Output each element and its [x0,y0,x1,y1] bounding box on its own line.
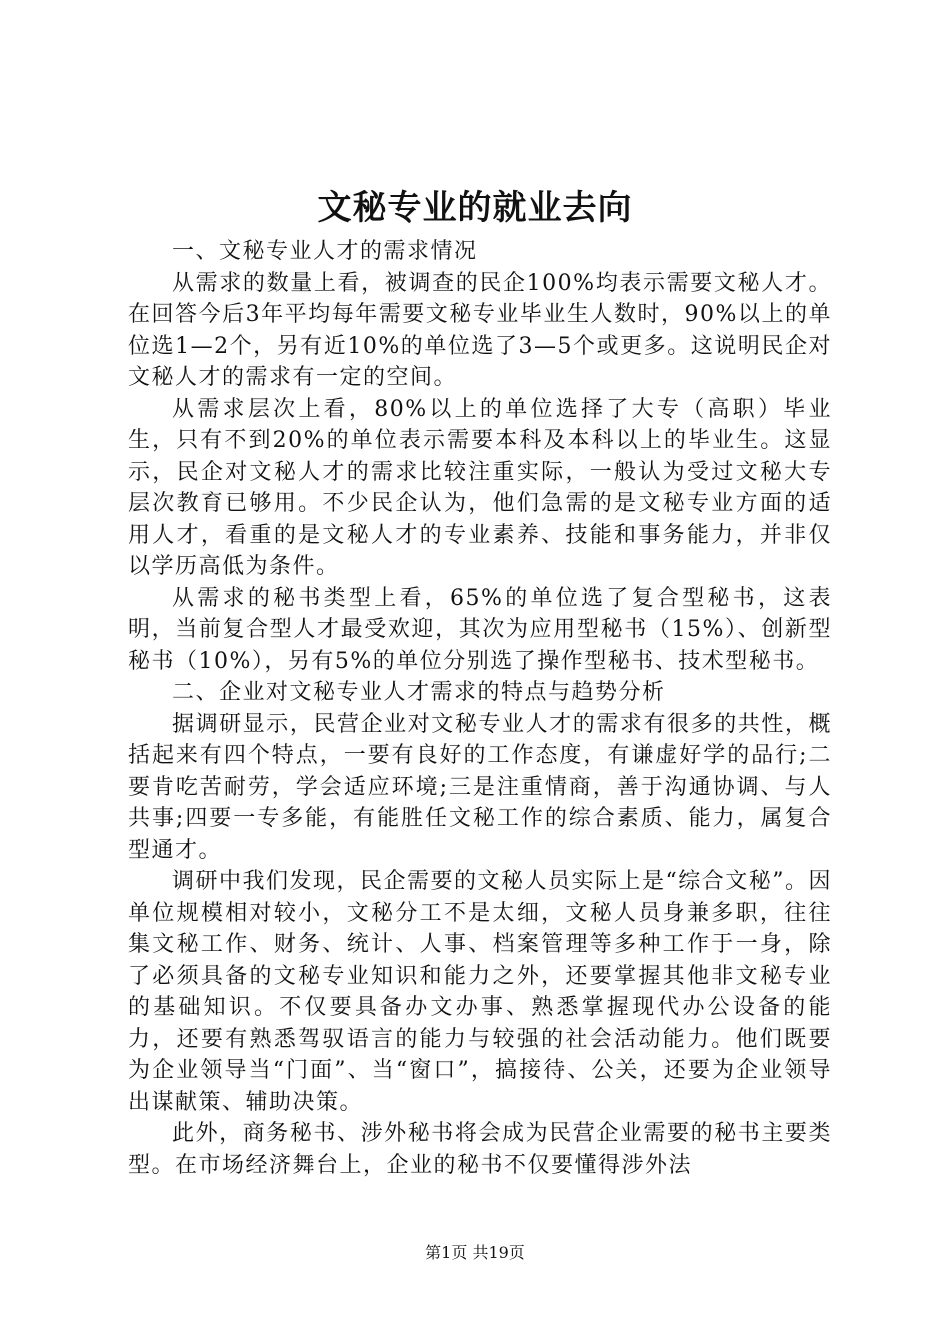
paragraph-demand-level: 从需求层次上看，80%以上的单位选择了大专（高职）毕业生，只有不到20%的单位表示需要本科及本科以上的毕业生。这显示，民企对文秘人才的需求比较注重实际，一般认为受过文秘大专层次教育已够用。不少民企认为，他们急需的是文秘专业方面的适用人才，看重的是文秘人才的专业素养、技能和事务能力，并非仅以学历高低为条件。 [128,396,832,579]
paragraph-business-secretary: 此外，商务秘书、涉外秘书将会成为民营企业需要的秘书主要类型。在市场经济舞台上，企业的秘书不仅要懂得涉外法 [128,1121,832,1178]
paragraph-demand-quantity: 从需求的数量上看，被调查的民企100%均表示需要文秘人才。在回答今后3年平均每年需要文秘专业毕业生人数时，90%以上的单位选1—2个，另有近10%的单位选了3—5个或更多。这说明民企对文秘人才的需求有一定的空间。 [128,270,832,390]
section-heading-1: 一、文秘专业人才的需求情况 [172,239,478,264]
document-title: 文秘专业的就业去向 [317,188,633,228]
paragraph-comprehensive-secretary: 调研中我们发现，民企需要的文秘人员实际上是“综合文秘”。因单位规模相对较小，文秘分工不是太细，文秘人员身兼多职，往往集文秘工作、财务、统计、人事、档案管理等多种工作于一身，除了必须具备的文秘专业知识和能力之外，还要掌握其他非文秘专业的基础知识。不仅要具备办文办事、熟悉掌握现代办公设备的能力，还要有熟悉驾驭语言的能力与较强的社会活动能力。他们既要为企业领导当“门面”、当“窗口”，搞接待、公关，还要为企业领导出谋献策、辅助决策。 [128,869,832,1115]
section-heading-2: 二、企业对文秘专业人才需求的特点与趋势分析 [172,680,666,705]
page-number-footer: 第1页 共19页 [425,1243,525,1262]
document-body [128,236,832,1181]
paragraph-common-traits: 据调研显示，民营企业对文秘专业人才的需求有很多的共性，概括起来有四个特点，一要有良好的工作态度，有谦虚好学的品行;二要肯吃苦耐劳，学会适应环境;三是注重情商，善于沟通协调、与人共事;四要一专多能，有能胜任文秘工作的综合素质、能力，属复合型通才。 [128,711,832,863]
paragraph-secretary-type: 从需求的秘书类型上看，65%的单位选了复合型秘书，这表明，当前复合型人才最受欢迎，其次为应用型秘书（15%）、创新型秘书（10%），另有5%的单位分别选了操作型秘书、技术型秘书。 [128,585,832,674]
